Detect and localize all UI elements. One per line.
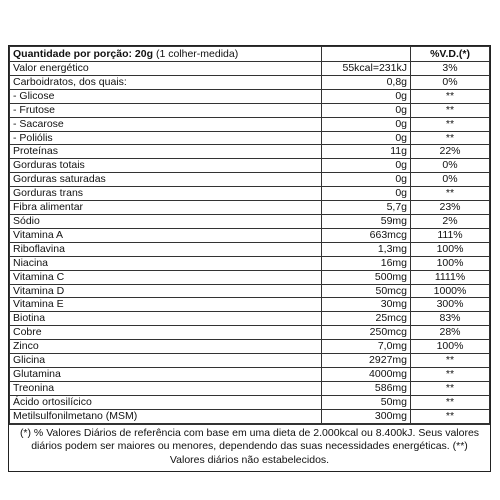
table-row — [10, 256, 490, 270]
nutrient-amount: 0g — [322, 187, 411, 201]
serving-size-detail: (1 colher-medida) — [153, 48, 239, 60]
nutrient-name: Ácido ortosilícico — [10, 395, 322, 409]
nutrient-vd: 1000% — [411, 284, 490, 298]
nutrient-amount: 59mg — [322, 214, 411, 228]
nutrient-vd: 22% — [411, 145, 490, 159]
nutrient-name: Niacina — [10, 256, 322, 270]
serving-size-label: Quantidade por porção: 20g — [13, 48, 154, 60]
nutrient-amount: 50mg — [322, 395, 411, 409]
nutrition-table — [9, 46, 490, 424]
nutrient-vd: ** — [411, 409, 490, 423]
nutrient-name: Proteínas — [10, 145, 322, 159]
nutrient-amount: 55kcal=231kJ — [322, 62, 411, 76]
table-row — [10, 409, 490, 423]
nutrient-vd: ** — [411, 89, 490, 103]
nutrient-amount: 586mg — [322, 381, 411, 395]
nutrient-amount: 250mcg — [322, 326, 411, 340]
nutrient-amount: 0g — [322, 131, 411, 145]
nutrient-vd: 1111% — [411, 270, 490, 284]
nutrient-amount: 0,8g — [322, 75, 411, 89]
nutrient-amount: 4000mg — [322, 367, 411, 381]
amount-header — [322, 47, 411, 62]
nutrient-amount: 0g — [322, 159, 411, 173]
nutrient-amount: 11g — [322, 145, 411, 159]
table-row — [10, 131, 490, 145]
nutrient-vd: 300% — [411, 298, 490, 312]
nutrient-amount: 0g — [322, 117, 411, 131]
nutrient-vd: 2% — [411, 214, 490, 228]
nutrient-vd: 111% — [411, 228, 490, 242]
table-row — [10, 201, 490, 215]
nutrient-name: - Poliólis — [10, 131, 322, 145]
nutrition-facts-table — [8, 45, 491, 472]
nutrient-vd: 28% — [411, 326, 490, 340]
nutrient-amount: 7,0mg — [322, 340, 411, 354]
nutrient-name: Treonina — [10, 381, 322, 395]
nutrient-name: Glutamina — [10, 367, 322, 381]
nutrient-vd: 23% — [411, 201, 490, 215]
nutrient-name: Gorduras totais — [10, 159, 322, 173]
table-row — [10, 298, 490, 312]
nutrient-amount: 50mcg — [322, 284, 411, 298]
nutrient-amount: 1,3mg — [322, 242, 411, 256]
table-row — [10, 117, 490, 131]
nutrient-vd: 100% — [411, 340, 490, 354]
nutrient-name: Riboflavina — [10, 242, 322, 256]
nutrient-name: - Sacarose — [10, 117, 322, 131]
nutrient-vd: ** — [411, 354, 490, 368]
nutrient-name: - Glicose — [10, 89, 322, 103]
table-row — [10, 312, 490, 326]
table-row — [10, 381, 490, 395]
table-row — [10, 89, 490, 103]
nutrient-name: Glicina — [10, 354, 322, 368]
nutrient-amount: 0g — [322, 173, 411, 187]
nutrient-amount: 500mg — [322, 270, 411, 284]
table-row — [10, 173, 490, 187]
nutrient-name: Vitamina E — [10, 298, 322, 312]
table-header-row — [10, 47, 490, 62]
table-row — [10, 145, 490, 159]
table-row — [10, 75, 490, 89]
nutrient-vd: ** — [411, 381, 490, 395]
nutrient-vd: 100% — [411, 242, 490, 256]
nutrient-vd: ** — [411, 103, 490, 117]
nutrient-name: Valor energético — [10, 62, 322, 76]
nutrient-name: Vitamina A — [10, 228, 322, 242]
nutrient-vd: 0% — [411, 173, 490, 187]
nutrient-name: Vitamina C — [10, 270, 322, 284]
nutrient-amount: 2927mg — [322, 354, 411, 368]
nutrient-name: Carboidratos, dos quais: — [10, 75, 322, 89]
nutrient-vd: 3% — [411, 62, 490, 76]
nutrient-vd: ** — [411, 395, 490, 409]
nutrient-amount: 0g — [322, 89, 411, 103]
nutrient-amount: 30mg — [322, 298, 411, 312]
table-row — [10, 228, 490, 242]
table-row — [10, 214, 490, 228]
nutrient-name: Fibra alimentar — [10, 201, 322, 215]
nutrient-vd: 83% — [411, 312, 490, 326]
table-row — [10, 340, 490, 354]
nutrient-name: - Frutose — [10, 103, 322, 117]
nutrient-name: Gorduras saturadas — [10, 173, 322, 187]
table-row — [10, 62, 490, 76]
table-row — [10, 326, 490, 340]
nutrient-vd: ** — [411, 131, 490, 145]
nutrient-amount: 25mcg — [322, 312, 411, 326]
nutrient-vd: ** — [411, 367, 490, 381]
nutrient-amount: 663mcg — [322, 228, 411, 242]
nutrient-name: Gorduras trans — [10, 187, 322, 201]
nutrient-vd: ** — [411, 187, 490, 201]
table-row — [10, 159, 490, 173]
nutrient-amount: 0g — [322, 103, 411, 117]
nutrient-vd: 0% — [411, 159, 490, 173]
nutrient-name: Sódio — [10, 214, 322, 228]
vd-header: %V.D.(*) — [411, 47, 490, 62]
table-row — [10, 395, 490, 409]
nutrient-vd: 0% — [411, 75, 490, 89]
nutrient-vd: 100% — [411, 256, 490, 270]
nutrient-name: Cobre — [10, 326, 322, 340]
nutrient-name: Biotina — [10, 312, 322, 326]
table-row — [10, 354, 490, 368]
serving-size-header — [10, 47, 322, 62]
nutrient-vd: ** — [411, 117, 490, 131]
table-row — [10, 242, 490, 256]
nutrient-amount: 16mg — [322, 256, 411, 270]
table-row — [10, 284, 490, 298]
table-row — [10, 187, 490, 201]
nutrient-name: Zinco — [10, 340, 322, 354]
nutrient-name: Metilsulfonilmetano (MSM) — [10, 409, 322, 423]
table-row — [10, 103, 490, 117]
nutrient-name: Vitamina D — [10, 284, 322, 298]
nutrient-amount: 300mg — [322, 409, 411, 423]
table-row — [10, 367, 490, 381]
table-row — [10, 270, 490, 284]
nutrient-amount: 5,7g — [322, 201, 411, 215]
footnote: (*) % Valores Diários de referência com base em uma dieta de 2.000kcal ou 8.400kJ. Seus valores diários podem ser maiores ou menores, dependendo das suas necessidades energéticas. (**) Valores diários não estabelecidos. — [9, 424, 490, 472]
